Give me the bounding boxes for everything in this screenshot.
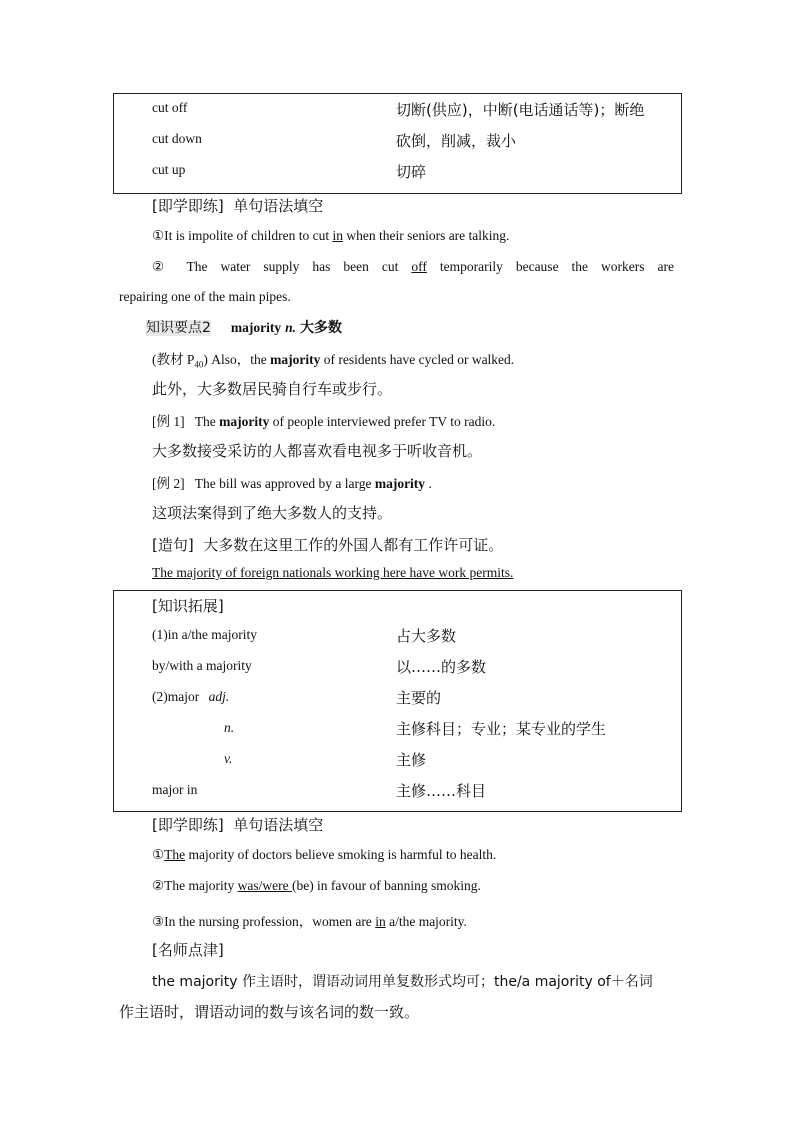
box2-row-6-zh: 主修……科目 (396, 782, 487, 800)
box2-row-1-zh: 占大多数 (396, 627, 457, 645)
box1-row-1-en: cut off (152, 100, 188, 115)
answer-in-2: in (375, 914, 386, 929)
box2-title: [知识拓展] (152, 597, 224, 615)
box2-row-2-en: by/with a majority (152, 658, 252, 673)
answer-the: The (164, 847, 186, 862)
practice1-question-2-cont: repairing one of the main pipes. (119, 289, 291, 304)
box1-row-2-en: cut down (152, 131, 202, 146)
box2-row-2-zh: 以……的多数 (396, 658, 487, 676)
practice1-header: [即学即练] 单句语法填空 (152, 197, 324, 215)
point2-source-translation: 此外，大多数居民骑自行车或步行。 (152, 380, 393, 398)
answer-was-were: was/were (237, 878, 292, 893)
example-1-translation: 大多数接受采访的人都喜欢看电视多于听收音机。 (152, 442, 483, 460)
sentence-making-answer: The majority of foreign nationals working here have work permits. (152, 565, 514, 580)
practice1-question-2: ② The water supply has been cut off temporarily because the workers are (152, 259, 674, 274)
box2-row-5-en: v. (224, 751, 233, 766)
example-1: [例 1] The majority of people interviewed prefer TV to radio. (152, 414, 496, 429)
box2-row-3-zh: 主要的 (396, 689, 442, 707)
box2-row-1-en: (1)in a/the majority (152, 627, 257, 642)
practice1-question-1: ①It is impolite of children to cut in when their seniors are talking. (152, 228, 510, 243)
practice2-question-2: ②The majority was/were (be) in favour of banning smoking. (152, 878, 481, 893)
teacher-tip-heading: [名师点津] (152, 941, 224, 959)
point2-heading: 知识要点2 majority n. 大多数 (146, 320, 343, 336)
teacher-tip-line-1: the majority 作主语时，谓语动词用单复数形式均可；the/a majority of＋名词 (152, 974, 653, 990)
box1-row-3-zh: 切碎 (396, 163, 427, 181)
practice2-question-3: ③In the nursing profession，women are in a/the majority. (152, 914, 467, 929)
box2-row-4-en: n. (224, 720, 235, 735)
answer-in: in (332, 228, 343, 243)
box2-row-3-en: (2)major adj. (152, 689, 230, 704)
point2-source-sentence: (教材 $P_{40}$) Also，the majority of residents have cycled or walked. (152, 352, 515, 370)
box1-row-1-zh: 切断(供应)，中断(电话通话等)；断绝 (396, 101, 645, 119)
box2-row-5-zh: 主修 (396, 751, 427, 769)
box1-row-2-zh: 砍倒，削减，裁小 (396, 132, 517, 150)
box1-row-3-en: cut up (152, 162, 186, 177)
practice2-header: [即学即练] 单句语法填空 (152, 816, 324, 834)
box2-row-4-zh: 主修科目；专业；某专业的学生 (396, 720, 607, 738)
example-2: [例 2] The bill was approved by a large majority . (152, 476, 432, 491)
answer-off: off (411, 259, 427, 274)
teacher-tip-line-2: 作主语时，谓语动词的数与该名词的数一致。 (119, 1003, 420, 1021)
practice2-question-1: ①The majority of doctors believe smoking is harmful to health. (152, 847, 497, 862)
box2-row-6-en: major in (152, 782, 198, 797)
example-2-translation: 这项法案得到了绝大多数人的支持。 (152, 504, 393, 522)
sentence-making: [造句] 大多数在这里工作的外国人都有工作许可证。 (152, 536, 504, 554)
